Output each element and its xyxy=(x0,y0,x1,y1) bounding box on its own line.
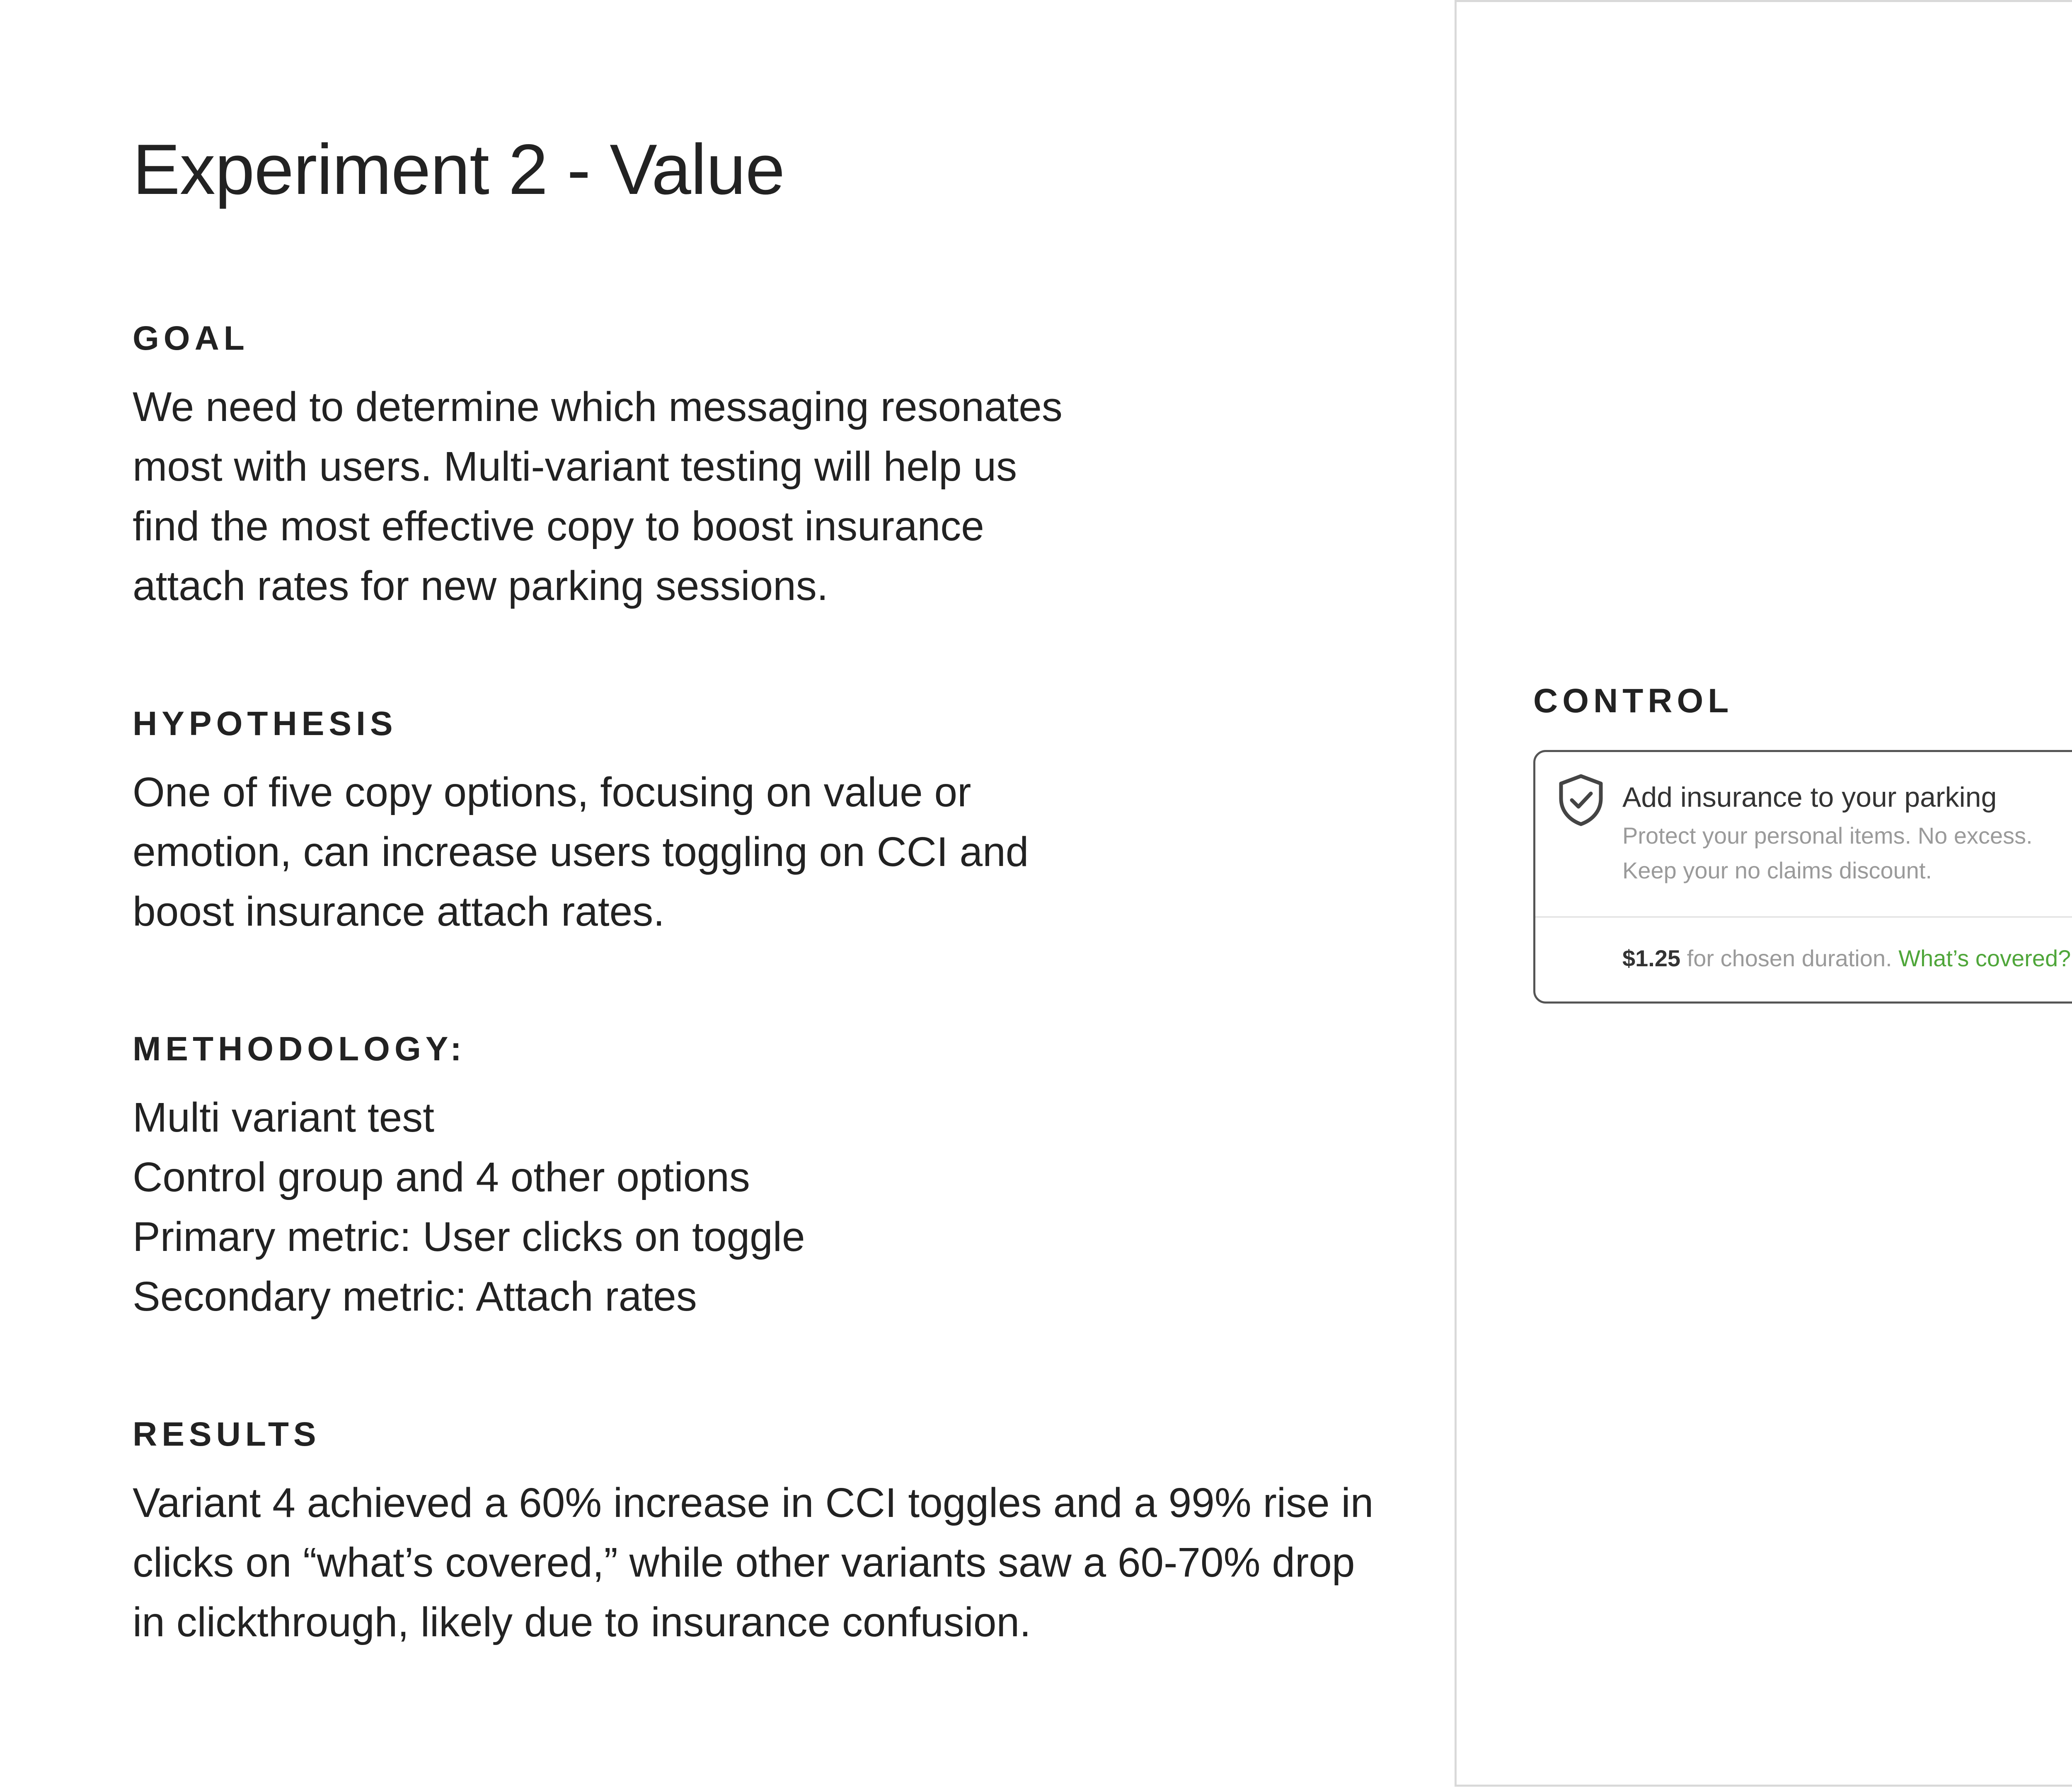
insurance-card xyxy=(1533,750,2072,1004)
insurance-card-header xyxy=(1535,752,2072,918)
goal-section xyxy=(133,319,1063,616)
methodology-line: Primary metric: User clicks on toggle xyxy=(133,1214,805,1260)
results-label: RESULTS xyxy=(133,1415,321,1453)
goal-line: find the most effective copy to boost insurance xyxy=(133,503,984,549)
methodology-section xyxy=(133,1030,805,1326)
results-line: clicks on “what’s covered,” while other variants saw a 60-70% drop xyxy=(133,1539,1355,1586)
card-title: Add insurance to your parking xyxy=(1622,781,1997,813)
goal-line: We need to determine which messaging resonates xyxy=(133,384,1063,430)
card-subtitle-line: Keep your no claims discount. xyxy=(1622,857,1932,883)
hypothesis-line: emotion, can increase users toggling on CCI and xyxy=(133,829,1029,875)
hypothesis-label: HYPOTHESIS xyxy=(133,705,397,743)
hypothesis-section xyxy=(133,704,1029,941)
shield-check-icon xyxy=(1556,773,1606,827)
goal-label: GOAL xyxy=(133,319,249,357)
control-label: CONTROL xyxy=(1533,682,1733,720)
methodology-line: Multi variant test xyxy=(133,1094,435,1141)
results-section xyxy=(133,1415,1373,1652)
results-text xyxy=(133,1473,1373,1652)
card-subtitle xyxy=(1622,818,2033,888)
price: $1.25 xyxy=(1622,945,1681,971)
methodology-line: Control group and 4 other options xyxy=(133,1154,750,1200)
hypothesis-line: boost insurance attach rates. xyxy=(133,888,665,935)
methodology-label: METHODOLOGY: xyxy=(133,1030,466,1068)
results-line: in clickthrough, likely due to insurance confusion. xyxy=(133,1599,1031,1645)
goal-line: attach rates for new parking sessions. xyxy=(133,563,828,609)
price-note: for chosen duration. xyxy=(1680,945,1899,971)
hypothesis-line: One of five copy options, focusing on value or xyxy=(133,769,971,815)
methodology-line: Secondary metric: Attach rates xyxy=(133,1273,697,1320)
card-subtitle-line: Protect your personal items. No excess. xyxy=(1622,822,2033,849)
methodology-text xyxy=(133,1088,805,1326)
page-title: Experiment 2 - Value xyxy=(133,130,785,209)
results-line: Variant 4 achieved a 60% increase in CCI toggles and a 99% rise in xyxy=(133,1480,1374,1526)
whats-covered-link[interactable]: What’s covered? xyxy=(1898,945,2071,971)
goal-line: most with users. Multi-variant testing will help us xyxy=(133,443,1017,490)
card-price-row xyxy=(1622,945,2071,972)
goal-text xyxy=(133,377,1063,616)
hypothesis-text xyxy=(133,762,1029,941)
